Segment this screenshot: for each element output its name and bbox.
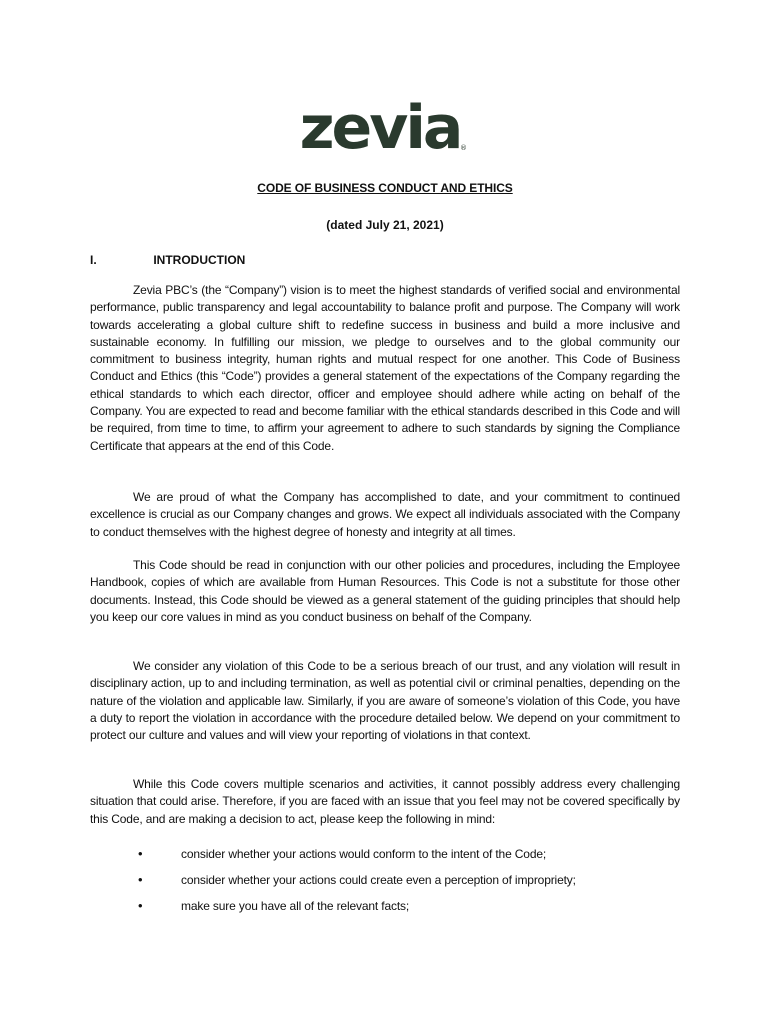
list-item-text: make sure you have all of the relevant facts;: [181, 899, 410, 913]
list-item: [0, 846, 770, 872]
zevia-logo-mark: [300, 92, 470, 158]
bullet-icon: •: [138, 846, 143, 861]
zevia-logo-text: zevia: [300, 93, 461, 158]
paragraph-3: This Code should be read in conjunction with our other policies and procedures, including the Employee Handbook, copies of which are available from Human Resources. This Code is not a substitute for those other documents. Instead, this Code should be viewed as a general statement of the guiding principles that should help you keep our core values in mind as you conduct business on behalf of the Company.: [90, 558, 680, 624]
section-number: I.: [90, 253, 97, 267]
zevia-logo: [0, 92, 770, 172]
list-item: [0, 872, 770, 898]
paragraph-1: Zevia PBC’s (the “Company”) vision is to meet the highest standards of verified social and environmental performance, public transparency and legal accountability to balance profit and purpose. The Company will work towards accelerating a global culture shift to redefine success in business and build a more inclusive and sustainable economy. In fulfilling our mission, we pledge to ourselves and to the global community our commitment to business integrity, human rights and mutual respect for one another. This Code of Business Conduct and Ethics (this “Code”) provides a general statement of the expectations of the Company regarding the ethical standards to which each director, officer and employee should adhere while acting on behalf of the Company. You are expected to read and become familiar with the ethical standards described in this Code and will be required, from time to time, to affirm your agreement to adhere to such standards by signing the Compliance Certificate that appears at the end of this Code.: [90, 283, 680, 453]
list-item-text: consider whether your actions could create even a perception of impropriety;: [181, 873, 576, 887]
bullet-icon: •: [138, 872, 143, 887]
bullet-icon: •: [138, 898, 143, 913]
paragraph-2: We are proud of what the Company has accomplished to date, and your commitment to continued excellence is crucial as our Company changes and grows. We expect all individuals associated with the Company to conduct themselves with the highest degree of honesty and integrity at all times.: [90, 490, 680, 539]
section-heading: [90, 253, 245, 267]
list-item: [0, 898, 770, 924]
paragraph-5: While this Code covers multiple scenarios and activities, it cannot possibly address every challenging situation that could arise. Therefore, if you are faced with an issue that you feel may not be covered specifically by this Code, and are making a decision to act, please keep the following in mind:: [90, 777, 680, 826]
bullet-list: [0, 846, 770, 924]
document-title: CODE OF BUSINESS CONDUCT AND ETHICS: [257, 181, 513, 195]
list-item-text: consider whether your actions would conform to the intent of the Code;: [181, 847, 547, 861]
section-title: INTRODUCTION: [153, 253, 246, 267]
document-date: (dated July 21, 2021): [326, 218, 444, 232]
registered-mark: ®: [460, 144, 467, 152]
paragraph-4: We consider any violation of this Code to be a serious breach of our trust, and any violation will result in disciplinary action, up to and including termination, as well as potential civil or criminal penalties, depending on the nature of the violation and applicable law. Similarly, if you are aware of someone’s violation of this Code, you have a duty to report the violation in accordance with the procedure detailed below. We depend on your commitment to protect our culture and values and will view your reporting of violations in that context.: [90, 659, 680, 743]
